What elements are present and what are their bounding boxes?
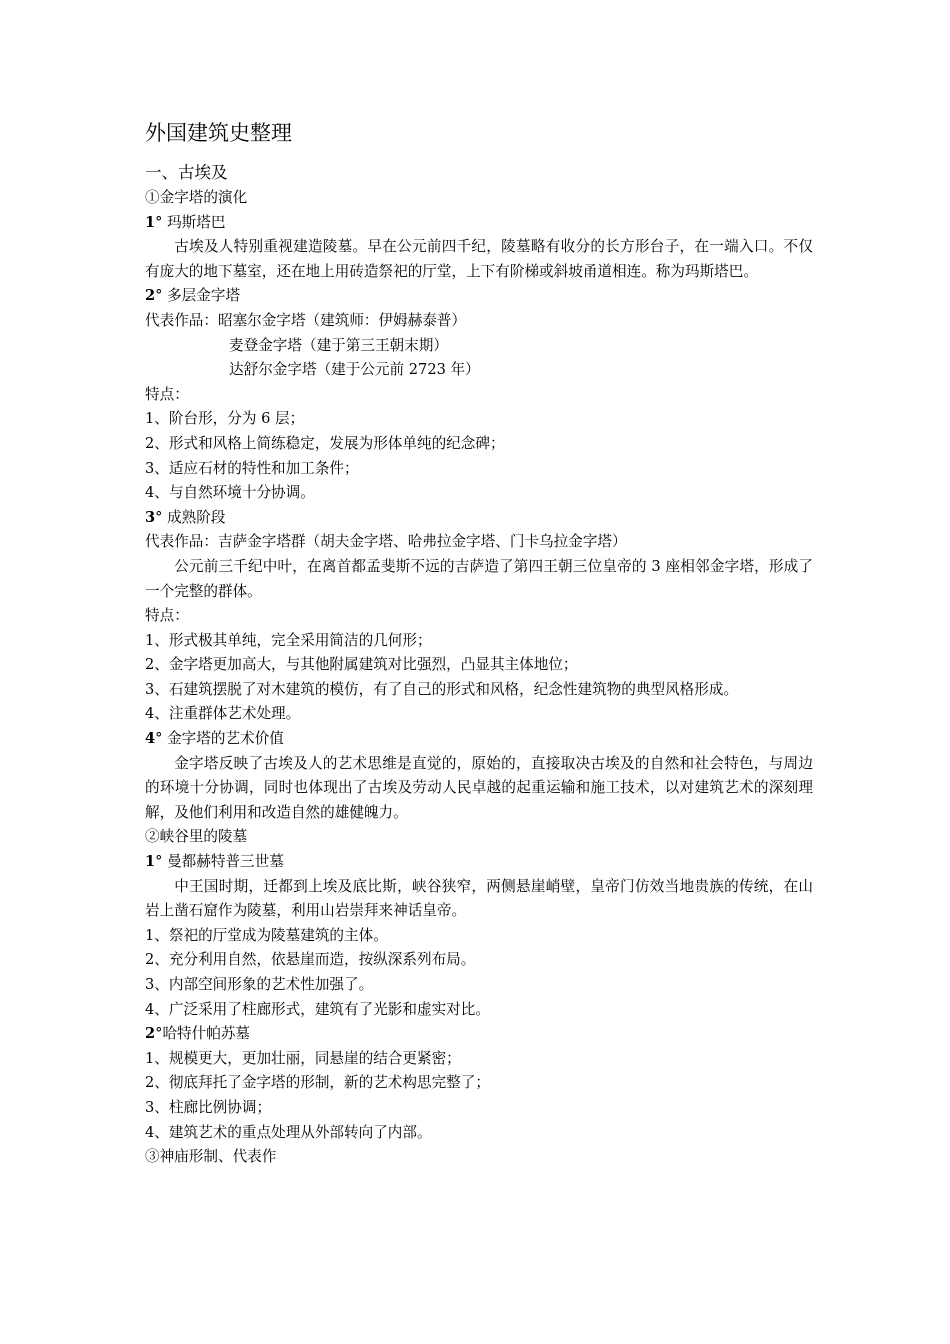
subsection-pyramid-evolution: ①金字塔的演化 [145, 189, 248, 206]
list-item: 1、规模更大，更加壮丽，同悬崖的结合更紧密； [145, 1049, 461, 1067]
heading-artistic-value: 4° 金字塔的艺术价值 [145, 730, 284, 748]
subsection-valley-tombs: ②峡谷里的陵墓 [145, 828, 248, 846]
representative-work-dahshur: 达舒尔金字塔（建于公元前 2723 年） [229, 361, 480, 379]
list-item: 3、内部空间形象的艺术性加强了。 [145, 976, 374, 993]
paragraph-mentuhotep: 中王国时期，迁都到上埃及底比斯，峡谷狭窄，两侧悬崖峭壁，皇帝门仿效当地贵族的传统，在山岩上凿石窟作为陵墓，利用山岩崇拜来神话皇帝。 [145, 877, 813, 920]
heading-step-pyramid: 2° 多层金字塔 [145, 287, 241, 305]
representative-works-2: 代表作品：吉萨金字塔群（胡夫金字塔、哈弗拉金字塔、门卡乌拉金字塔） [145, 533, 627, 551]
list-item: 3、石建筑摆脱了对木建筑的模仿，有了自己的形式和风格，纪念性建筑物的典型风格形成。 [145, 680, 739, 698]
document-title: 外国建筑史整理 [145, 121, 292, 145]
document-page [145, 118, 813, 1170]
list-item: 3、适应石材的特性和加工条件； [145, 459, 359, 477]
section-heading-ancient-egypt: 一、古埃及 [145, 163, 228, 182]
list-item: 4、注重群体艺术处理。 [145, 705, 301, 723]
list-item: 1、形式极其单纯，完全采用简洁的几何形； [145, 631, 432, 649]
paragraph-artistic-value: 金字塔反映了古埃及人的艺术思维是直觉的，原始的，直接取决古埃及的自然和社会特色，与周边的环境十分协调，同时也体现出了古埃及劳动人民卓越的起重运输和施工技术，以对建筑艺术的深刻理解，及他们利用和改造自然的雄健魄力。 [145, 754, 813, 821]
heading-mature-stage: 3° 成熟阶段 [145, 508, 226, 526]
heading-mastaba: 1° 玛斯塔巴 [145, 213, 226, 231]
list-item: 4、建筑艺术的重点处理从外部转向了内部。 [145, 1123, 432, 1141]
list-item: 3、柱廊比例协调； [145, 1098, 272, 1116]
heading-hatshepsut: 2°哈特什帕苏墓 [145, 1025, 251, 1043]
list-item: 1、祭祀的厅堂成为陵墓建筑的主体。 [145, 926, 388, 944]
features-label: 特点： [145, 607, 189, 625]
subsection-temple-forms: ③神庙形制、代表作 [145, 1148, 277, 1166]
list-item: 1、阶台形，分为 6 层； [145, 410, 305, 428]
list-item: 2、彻底拜托了金字塔的形制，新的艺术构思完整了； [145, 1074, 490, 1092]
list-item: 2、金字塔更加高大，与其他附属建筑对比强烈，凸显其主体地位； [145, 656, 578, 674]
representative-works-1: 代表作品：昭塞尔金字塔（建筑师：伊姆赫泰普） [145, 311, 467, 329]
representative-work-meidum: 麦登金字塔（建于第三王朝末期） [229, 336, 448, 354]
list-item: 4、与自然环境十分协调。 [145, 484, 315, 502]
heading-mentuhotep: 1° 曼都赫特普三世墓 [145, 853, 284, 871]
list-item: 4、广泛采用了柱廊形式，建筑有了光影和虚实对比。 [145, 1000, 490, 1018]
list-item: 2、形式和风格上简练稳定，发展为形体单纯的纪念碑； [145, 434, 505, 452]
paragraph-giza: 公元前三千纪中叶，在离首都孟斐斯不远的吉萨造了第四王朝三位皇帝的 3 座相邻金字塔，形成了一个完整的群体。 [145, 557, 813, 600]
list-item: 2、充分利用自然，依悬崖而造，按纵深系列布局。 [145, 951, 476, 969]
paragraph-mastaba: 古埃及人特别重视建造陵墓。早在公元前四千纪，陵墓略有收分的长方形台子，在一端入口。不仅有庞大的地下墓室，还在地上用砖造祭祀的厅堂，上下有阶梯或斜坡甬道相连。称为玛斯塔巴。 [145, 238, 813, 280]
features-label: 特点： [145, 385, 189, 403]
